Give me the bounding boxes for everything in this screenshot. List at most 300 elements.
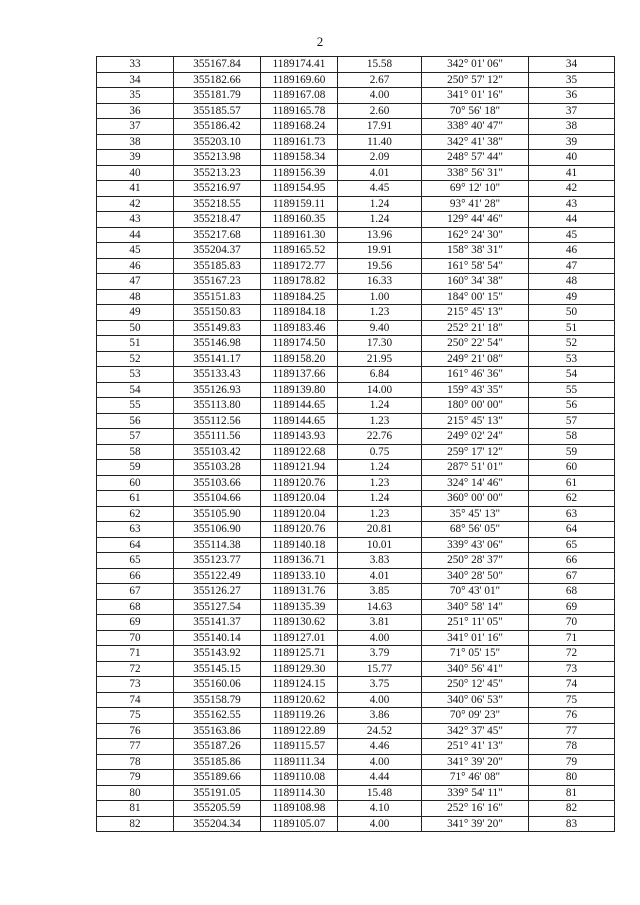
point-from-cell: 57: [97, 429, 174, 445]
point-to-cell: 68: [529, 584, 615, 600]
point-from-cell: 33: [97, 57, 174, 73]
distance-cell: 2.60: [338, 103, 422, 119]
distance-cell: 4.00: [338, 692, 422, 708]
y-coordinate-cell: 1189108.98: [261, 801, 338, 817]
y-coordinate-cell: 1189110.08: [261, 770, 338, 786]
x-coordinate-cell: 355185.57: [174, 103, 261, 119]
table-row: [97, 150, 615, 166]
point-from-cell: 36: [97, 103, 174, 119]
x-coordinate-cell: 355151.83: [174, 289, 261, 305]
point-from-cell: 41: [97, 181, 174, 197]
bearing-cell: 180° 00' 00": [422, 398, 529, 414]
bearing-cell: 70° 43' 01": [422, 584, 529, 600]
point-from-cell: 81: [97, 801, 174, 817]
point-to-cell: 54: [529, 367, 615, 383]
x-coordinate-cell: 355203.10: [174, 134, 261, 150]
point-from-cell: 63: [97, 522, 174, 538]
point-from-cell: 73: [97, 677, 174, 693]
x-coordinate-cell: 355163.86: [174, 723, 261, 739]
y-coordinate-cell: 1189139.80: [261, 382, 338, 398]
table-row: [97, 196, 615, 212]
bearing-cell: 342° 41' 38": [422, 134, 529, 150]
distance-cell: 6.84: [338, 367, 422, 383]
distance-cell: 4.00: [338, 754, 422, 770]
table-row: [97, 801, 615, 817]
point-to-cell: 61: [529, 475, 615, 491]
y-coordinate-cell: 1189169.60: [261, 72, 338, 88]
table-row: [97, 754, 615, 770]
x-coordinate-cell: 355141.17: [174, 351, 261, 367]
table-row: [97, 770, 615, 786]
point-from-cell: 37: [97, 119, 174, 135]
distance-cell: 4.00: [338, 88, 422, 104]
distance-cell: 15.48: [338, 785, 422, 801]
distance-cell: 2.67: [338, 72, 422, 88]
point-from-cell: 65: [97, 553, 174, 569]
x-coordinate-cell: 355141.37: [174, 615, 261, 631]
table-row: [97, 522, 615, 538]
x-coordinate-cell: 355145.15: [174, 661, 261, 677]
point-to-cell: 64: [529, 522, 615, 538]
distance-cell: 9.40: [338, 320, 422, 336]
point-from-cell: 62: [97, 506, 174, 522]
bearing-cell: 161° 46' 36": [422, 367, 529, 383]
point-from-cell: 76: [97, 723, 174, 739]
distance-cell: 14.00: [338, 382, 422, 398]
distance-cell: 1.24: [338, 491, 422, 507]
table-row: [97, 816, 615, 832]
bearing-cell: 287° 51' 01": [422, 460, 529, 476]
y-coordinate-cell: 1189159.11: [261, 196, 338, 212]
bearing-cell: 324° 14' 46": [422, 475, 529, 491]
point-from-cell: 53: [97, 367, 174, 383]
bearing-cell: 68° 56' 05": [422, 522, 529, 538]
x-coordinate-cell: 355218.47: [174, 212, 261, 228]
x-coordinate-cell: 355113.80: [174, 398, 261, 414]
y-coordinate-cell: 1189174.41: [261, 57, 338, 73]
bearing-cell: 250° 57' 12": [422, 72, 529, 88]
point-from-cell: 34: [97, 72, 174, 88]
table-row: [97, 661, 615, 677]
table-row: [97, 692, 615, 708]
point-from-cell: 78: [97, 754, 174, 770]
bearing-cell: 340° 58' 14": [422, 599, 529, 615]
distance-cell: 3.75: [338, 677, 422, 693]
table-row: [97, 677, 615, 693]
y-coordinate-cell: 1189125.71: [261, 646, 338, 662]
point-from-cell: 82: [97, 816, 174, 832]
point-from-cell: 54: [97, 382, 174, 398]
distance-cell: 21.95: [338, 351, 422, 367]
x-coordinate-cell: 355185.86: [174, 754, 261, 770]
distance-cell: 4.46: [338, 739, 422, 755]
point-to-cell: 34: [529, 57, 615, 73]
distance-cell: 3.85: [338, 584, 422, 600]
bearing-cell: 250° 28' 37": [422, 553, 529, 569]
table-row: [97, 305, 615, 321]
bearing-cell: 129° 44' 46": [422, 212, 529, 228]
point-from-cell: 61: [97, 491, 174, 507]
table-row: [97, 460, 615, 476]
point-from-cell: 66: [97, 568, 174, 584]
x-coordinate-cell: 355127.54: [174, 599, 261, 615]
distance-cell: 1.24: [338, 460, 422, 476]
bearing-cell: 250° 12' 45": [422, 677, 529, 693]
table-row: [97, 57, 615, 73]
bearing-cell: 160° 34' 38": [422, 274, 529, 290]
point-from-cell: 47: [97, 274, 174, 290]
y-coordinate-cell: 1189161.73: [261, 134, 338, 150]
distance-cell: 1.24: [338, 212, 422, 228]
x-coordinate-cell: 355204.34: [174, 816, 261, 832]
bearing-cell: 71° 46' 08": [422, 770, 529, 786]
distance-cell: 1.24: [338, 196, 422, 212]
y-coordinate-cell: 1189184.25: [261, 289, 338, 305]
point-to-cell: 46: [529, 243, 615, 259]
y-coordinate-cell: 1189178.82: [261, 274, 338, 290]
point-to-cell: 41: [529, 165, 615, 181]
x-coordinate-cell: 355216.97: [174, 181, 261, 197]
table-row: [97, 708, 615, 724]
point-to-cell: 35: [529, 72, 615, 88]
x-coordinate-cell: 355104.66: [174, 491, 261, 507]
point-from-cell: 55: [97, 398, 174, 414]
distance-cell: 3.86: [338, 708, 422, 724]
bearing-cell: 159° 43' 35": [422, 382, 529, 398]
y-coordinate-cell: 1189158.20: [261, 351, 338, 367]
x-coordinate-cell: 355105.90: [174, 506, 261, 522]
bearing-cell: 342° 01' 06": [422, 57, 529, 73]
point-from-cell: 50: [97, 320, 174, 336]
point-from-cell: 46: [97, 258, 174, 274]
point-from-cell: 74: [97, 692, 174, 708]
x-coordinate-cell: 355213.98: [174, 150, 261, 166]
y-coordinate-cell: 1189121.94: [261, 460, 338, 476]
point-to-cell: 80: [529, 770, 615, 786]
point-to-cell: 70: [529, 615, 615, 631]
table-row: [97, 289, 615, 305]
table-row: [97, 723, 615, 739]
table-row: [97, 320, 615, 336]
y-coordinate-cell: 1189122.68: [261, 444, 338, 460]
point-to-cell: 65: [529, 537, 615, 553]
bearing-cell: 342° 37' 45": [422, 723, 529, 739]
point-from-cell: 42: [97, 196, 174, 212]
y-coordinate-cell: 1189111.34: [261, 754, 338, 770]
y-coordinate-cell: 1189144.65: [261, 398, 338, 414]
distance-cell: 1.23: [338, 475, 422, 491]
distance-cell: 16.33: [338, 274, 422, 290]
coordinates-table: [96, 56, 615, 832]
x-coordinate-cell: 355111.56: [174, 429, 261, 445]
x-coordinate-cell: 355187.26: [174, 739, 261, 755]
bearing-cell: 259° 17' 12": [422, 444, 529, 460]
bearing-cell: 251° 41' 13": [422, 739, 529, 755]
distance-cell: 1.23: [338, 506, 422, 522]
bearing-cell: 338° 40' 47": [422, 119, 529, 135]
y-coordinate-cell: 1189140.18: [261, 537, 338, 553]
distance-cell: 15.77: [338, 661, 422, 677]
point-to-cell: 77: [529, 723, 615, 739]
point-to-cell: 60: [529, 460, 615, 476]
bearing-cell: 215° 45' 13": [422, 305, 529, 321]
distance-cell: 3.83: [338, 553, 422, 569]
distance-cell: 20.81: [338, 522, 422, 538]
distance-cell: 19.91: [338, 243, 422, 259]
bearing-cell: 93° 41' 28": [422, 196, 529, 212]
y-coordinate-cell: 1189183.46: [261, 320, 338, 336]
point-to-cell: 66: [529, 553, 615, 569]
distance-cell: 14.63: [338, 599, 422, 615]
bearing-cell: 341° 01' 16": [422, 88, 529, 104]
distance-cell: 15.58: [338, 57, 422, 73]
y-coordinate-cell: 1189143.93: [261, 429, 338, 445]
y-coordinate-cell: 1189137.66: [261, 367, 338, 383]
table-row: [97, 615, 615, 631]
x-coordinate-cell: 355106.90: [174, 522, 261, 538]
bearing-cell: 338° 56' 31": [422, 165, 529, 181]
y-coordinate-cell: 1189136.71: [261, 553, 338, 569]
table-row: [97, 739, 615, 755]
distance-cell: 19.56: [338, 258, 422, 274]
table-row: [97, 646, 615, 662]
y-coordinate-cell: 1189127.01: [261, 630, 338, 646]
point-to-cell: 40: [529, 150, 615, 166]
point-from-cell: 56: [97, 413, 174, 429]
point-from-cell: 39: [97, 150, 174, 166]
point-from-cell: 77: [97, 739, 174, 755]
point-to-cell: 50: [529, 305, 615, 321]
table-row: [97, 367, 615, 383]
point-from-cell: 58: [97, 444, 174, 460]
y-coordinate-cell: 1189174.50: [261, 336, 338, 352]
point-to-cell: 38: [529, 119, 615, 135]
bearing-cell: 215° 45' 13": [422, 413, 529, 429]
y-coordinate-cell: 1189154.95: [261, 181, 338, 197]
point-from-cell: 45: [97, 243, 174, 259]
table-row: [97, 336, 615, 352]
table-row: [97, 429, 615, 445]
bearing-cell: 70° 09' 23": [422, 708, 529, 724]
table-row: [97, 212, 615, 228]
x-coordinate-cell: 355103.66: [174, 475, 261, 491]
point-to-cell: 57: [529, 413, 615, 429]
table-row: [97, 258, 615, 274]
table-row: [97, 475, 615, 491]
point-to-cell: 37: [529, 103, 615, 119]
table-row: [97, 88, 615, 104]
y-coordinate-cell: 1189131.76: [261, 584, 338, 600]
bearing-cell: 71° 05' 15": [422, 646, 529, 662]
y-coordinate-cell: 1189158.34: [261, 150, 338, 166]
y-coordinate-cell: 1189160.35: [261, 212, 338, 228]
table-row: [97, 243, 615, 259]
distance-cell: 4.00: [338, 630, 422, 646]
distance-cell: 4.00: [338, 816, 422, 832]
point-from-cell: 51: [97, 336, 174, 352]
point-to-cell: 75: [529, 692, 615, 708]
point-to-cell: 49: [529, 289, 615, 305]
point-from-cell: 38: [97, 134, 174, 150]
point-to-cell: 53: [529, 351, 615, 367]
table-row: [97, 568, 615, 584]
table-row: [97, 165, 615, 181]
y-coordinate-cell: 1189124.15: [261, 677, 338, 693]
table-row: [97, 227, 615, 243]
point-to-cell: 73: [529, 661, 615, 677]
y-coordinate-cell: 1189122.89: [261, 723, 338, 739]
y-coordinate-cell: 1189172.77: [261, 258, 338, 274]
y-coordinate-cell: 1189120.04: [261, 506, 338, 522]
x-coordinate-cell: 355114.38: [174, 537, 261, 553]
distance-cell: 1.00: [338, 289, 422, 305]
x-coordinate-cell: 355182.66: [174, 72, 261, 88]
x-coordinate-cell: 355112.56: [174, 413, 261, 429]
point-to-cell: 48: [529, 274, 615, 290]
y-coordinate-cell: 1189130.62: [261, 615, 338, 631]
x-coordinate-cell: 355133.43: [174, 367, 261, 383]
point-to-cell: 67: [529, 568, 615, 584]
distance-cell: 4.10: [338, 801, 422, 817]
point-from-cell: 35: [97, 88, 174, 104]
point-to-cell: 82: [529, 801, 615, 817]
distance-cell: 3.79: [338, 646, 422, 662]
y-coordinate-cell: 1189120.76: [261, 475, 338, 491]
table-row: [97, 351, 615, 367]
point-to-cell: 74: [529, 677, 615, 693]
y-coordinate-cell: 1189167.08: [261, 88, 338, 104]
table-row: [97, 444, 615, 460]
point-from-cell: 75: [97, 708, 174, 724]
x-coordinate-cell: 355158.79: [174, 692, 261, 708]
bearing-cell: 161° 58' 54": [422, 258, 529, 274]
distance-cell: 17.91: [338, 119, 422, 135]
y-coordinate-cell: 1189144.65: [261, 413, 338, 429]
bearing-cell: 252° 16' 16": [422, 801, 529, 817]
distance-cell: 24.52: [338, 723, 422, 739]
bearing-cell: 252° 21' 18": [422, 320, 529, 336]
point-to-cell: 58: [529, 429, 615, 445]
y-coordinate-cell: 1189120.04: [261, 491, 338, 507]
point-from-cell: 59: [97, 460, 174, 476]
bearing-cell: 340° 28' 50": [422, 568, 529, 584]
x-coordinate-cell: 355126.27: [174, 584, 261, 600]
x-coordinate-cell: 355140.14: [174, 630, 261, 646]
point-from-cell: 48: [97, 289, 174, 305]
table-row: [97, 491, 615, 507]
point-from-cell: 67: [97, 584, 174, 600]
bearing-cell: 340° 56' 41": [422, 661, 529, 677]
y-coordinate-cell: 1189135.39: [261, 599, 338, 615]
x-coordinate-cell: 355167.84: [174, 57, 261, 73]
x-coordinate-cell: 355213.23: [174, 165, 261, 181]
point-from-cell: 60: [97, 475, 174, 491]
point-from-cell: 79: [97, 770, 174, 786]
point-to-cell: 69: [529, 599, 615, 615]
table-row: [97, 584, 615, 600]
point-to-cell: 45: [529, 227, 615, 243]
y-coordinate-cell: 1189119.26: [261, 708, 338, 724]
distance-cell: 13.96: [338, 227, 422, 243]
bearing-cell: 341° 39' 20": [422, 816, 529, 832]
point-to-cell: 51: [529, 320, 615, 336]
distance-cell: 22.76: [338, 429, 422, 445]
distance-cell: 10.01: [338, 537, 422, 553]
point-to-cell: 52: [529, 336, 615, 352]
x-coordinate-cell: 355189.66: [174, 770, 261, 786]
point-from-cell: 71: [97, 646, 174, 662]
distance-cell: 4.45: [338, 181, 422, 197]
bearing-cell: 69° 12' 10": [422, 181, 529, 197]
table-row: [97, 119, 615, 135]
y-coordinate-cell: 1189184.18: [261, 305, 338, 321]
table-row: [97, 72, 615, 88]
bearing-cell: 341° 39' 20": [422, 754, 529, 770]
x-coordinate-cell: 355218.55: [174, 196, 261, 212]
bearing-cell: 158° 38' 31": [422, 243, 529, 259]
point-from-cell: 64: [97, 537, 174, 553]
distance-cell: 2.09: [338, 150, 422, 166]
point-to-cell: 81: [529, 785, 615, 801]
point-to-cell: 71: [529, 630, 615, 646]
x-coordinate-cell: 355217.68: [174, 227, 261, 243]
x-coordinate-cell: 355160.06: [174, 677, 261, 693]
point-from-cell: 49: [97, 305, 174, 321]
bearing-cell: 341° 01' 16": [422, 630, 529, 646]
point-to-cell: 78: [529, 739, 615, 755]
table-row: [97, 537, 615, 553]
bearing-cell: 339° 54' 11": [422, 785, 529, 801]
bearing-cell: 249° 21' 08": [422, 351, 529, 367]
distance-cell: 17.30: [338, 336, 422, 352]
x-coordinate-cell: 355103.28: [174, 460, 261, 476]
point-from-cell: 43: [97, 212, 174, 228]
x-coordinate-cell: 355181.79: [174, 88, 261, 104]
bearing-cell: 162° 24' 30": [422, 227, 529, 243]
table-row: [97, 785, 615, 801]
point-to-cell: 44: [529, 212, 615, 228]
point-from-cell: 80: [97, 785, 174, 801]
table-row: [97, 398, 615, 414]
point-from-cell: 70: [97, 630, 174, 646]
distance-cell: 1.23: [338, 305, 422, 321]
x-coordinate-cell: 355162.55: [174, 708, 261, 724]
y-coordinate-cell: 1189115.57: [261, 739, 338, 755]
distance-cell: 11.40: [338, 134, 422, 150]
table-row: [97, 103, 615, 119]
x-coordinate-cell: 355167.23: [174, 274, 261, 290]
point-to-cell: 36: [529, 88, 615, 104]
point-from-cell: 52: [97, 351, 174, 367]
y-coordinate-cell: 1189165.52: [261, 243, 338, 259]
bearing-cell: 184° 00' 15": [422, 289, 529, 305]
point-to-cell: 76: [529, 708, 615, 724]
x-coordinate-cell: 355204.37: [174, 243, 261, 259]
bearing-cell: 339° 43' 06": [422, 537, 529, 553]
bearing-cell: 251° 11' 05": [422, 615, 529, 631]
bearing-cell: 249° 02' 24": [422, 429, 529, 445]
point-from-cell: 68: [97, 599, 174, 615]
x-coordinate-cell: 355150.83: [174, 305, 261, 321]
bearing-cell: 250° 22' 54": [422, 336, 529, 352]
table-row: [97, 134, 615, 150]
point-to-cell: 42: [529, 181, 615, 197]
distance-cell: 1.24: [338, 398, 422, 414]
x-coordinate-cell: 355126.93: [174, 382, 261, 398]
x-coordinate-cell: 355149.83: [174, 320, 261, 336]
y-coordinate-cell: 1189105.07: [261, 816, 338, 832]
x-coordinate-cell: 355146.98: [174, 336, 261, 352]
